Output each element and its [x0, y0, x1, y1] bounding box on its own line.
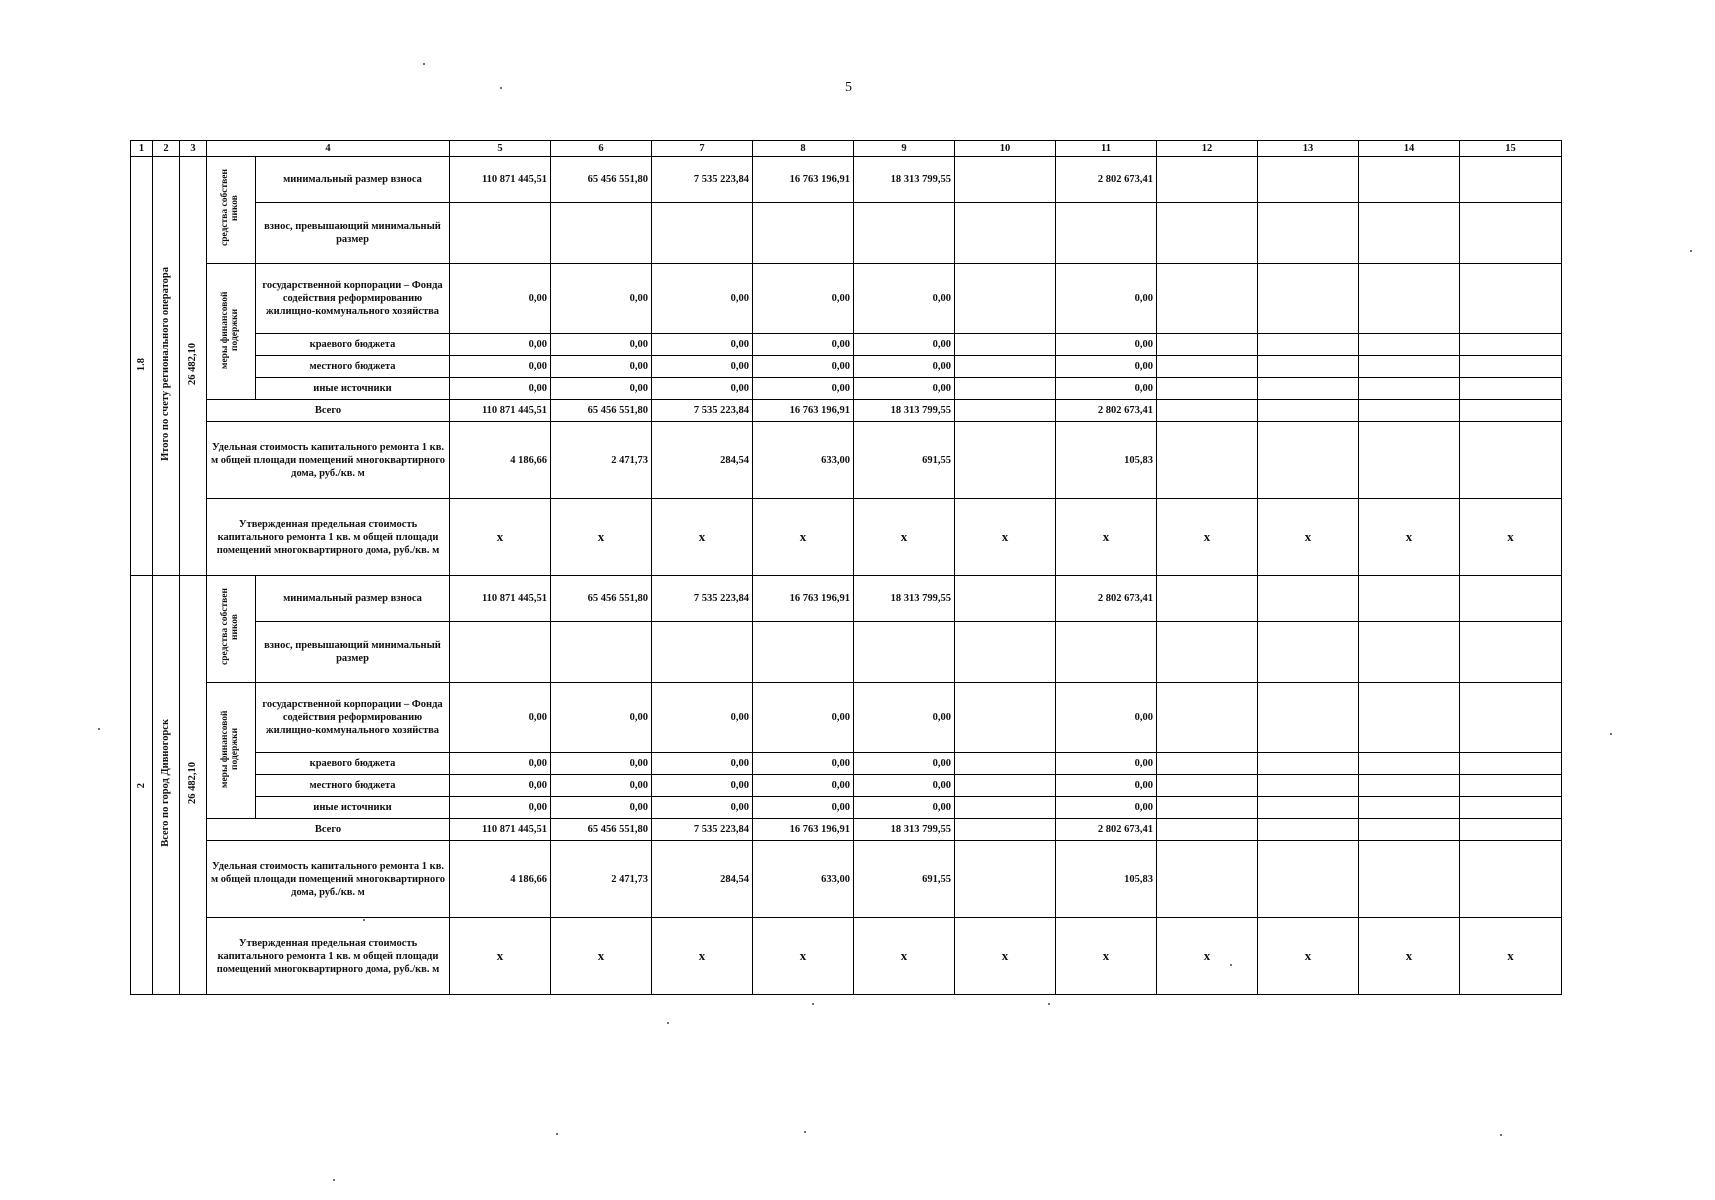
block-area-text: 26 482,10: [187, 762, 199, 805]
cell-limit-col-11: x: [1056, 499, 1157, 576]
cell-fund-col-13: [1258, 264, 1359, 334]
cell-unit-col-9: 691,55: [854, 422, 955, 499]
cell-total-col-10: [955, 400, 1056, 422]
cell-over-col-6: [551, 622, 652, 683]
table-row: [131, 753, 1562, 775]
cell-unit-col-12: [1157, 841, 1258, 918]
cell-local-col-7: 0,00: [652, 356, 753, 378]
table-row: [131, 576, 1562, 622]
table-row: [131, 797, 1562, 819]
row-label-local: местного бюджета: [256, 356, 450, 378]
table-row: [131, 918, 1562, 995]
cell-fund-col-6: 0,00: [551, 264, 652, 334]
cell-total-col-14: [1359, 819, 1460, 841]
cell-limit-col-15: x: [1460, 499, 1562, 576]
cell-other-col-14: [1359, 378, 1460, 400]
scan-speck: [1690, 250, 1692, 252]
cell-fund-col-8: 0,00: [753, 683, 854, 753]
cell-over-col-9: [854, 203, 955, 264]
cell-limit-col-7: x: [652, 918, 753, 995]
cell-over-col-13: [1258, 203, 1359, 264]
cell-local-col-12: [1157, 775, 1258, 797]
group-financial-support-text: меры финансовой подержки: [220, 710, 240, 788]
cell-fund-col-5: 0,00: [450, 683, 551, 753]
cell-min-col-12: [1157, 576, 1258, 622]
cell-total-col-9: 18 313 799,55: [854, 400, 955, 422]
cell-regional-col-9: 0,00: [854, 334, 955, 356]
cell-over-col-12: [1157, 622, 1258, 683]
cell-regional-col-9: 0,00: [854, 753, 955, 775]
group-owners-funds: [207, 576, 256, 683]
header-col-4: 4: [207, 141, 450, 157]
cell-other-col-6: 0,00: [551, 378, 652, 400]
cell-regional-col-15: [1460, 753, 1562, 775]
cell-min-col-8: 16 763 196,91: [753, 576, 854, 622]
cell-total-col-6: 65 456 551,80: [551, 819, 652, 841]
cell-total-col-13: [1258, 819, 1359, 841]
cell-limit-col-14: x: [1359, 499, 1460, 576]
group-financial-support-text: меры финансовой подержки: [220, 290, 240, 369]
header-col-10: 10: [955, 141, 1056, 157]
cell-unit-col-8: 633,00: [753, 841, 854, 918]
cell-local-col-11: 0,00: [1056, 775, 1157, 797]
row-label-regional: краевого бюджета: [256, 334, 450, 356]
cell-over-col-15: [1460, 203, 1562, 264]
cell-limit-col-13: x: [1258, 918, 1359, 995]
table-row: [131, 775, 1562, 797]
cell-regional-col-5: 0,00: [450, 753, 551, 775]
cell-limit-col-8: x: [753, 499, 854, 576]
cell-other-col-15: [1460, 378, 1562, 400]
header-col-14: 14: [1359, 141, 1460, 157]
cell-total-col-12: [1157, 819, 1258, 841]
header-col-13: 13: [1258, 141, 1359, 157]
cell-unit-col-15: [1460, 841, 1562, 918]
cell-unit-col-5: 4 186,66: [450, 422, 551, 499]
row-label-total: Всего: [207, 819, 450, 841]
cell-fund-col-12: [1157, 264, 1258, 334]
row-label-unit: Удельная стоимость капитального ремонта 1 кв. м общей площади помещений многоквартирного дома, руб./кв. м: [207, 422, 450, 499]
cell-total-col-10: [955, 819, 1056, 841]
cell-other-col-11: 0,00: [1056, 797, 1157, 819]
cell-min-col-10: [955, 157, 1056, 203]
cell-limit-col-14: x: [1359, 918, 1460, 995]
block-area: [180, 576, 207, 995]
cell-fund-col-7: 0,00: [652, 264, 753, 334]
cell-local-col-8: 0,00: [753, 356, 854, 378]
table-row: [131, 203, 1562, 264]
cell-min-col-14: [1359, 576, 1460, 622]
cell-over-col-7: [652, 203, 753, 264]
cell-unit-col-13: [1258, 841, 1359, 918]
cell-min-col-12: [1157, 157, 1258, 203]
cell-fund-col-9: 0,00: [854, 683, 955, 753]
cell-other-col-5: 0,00: [450, 797, 551, 819]
cell-over-col-15: [1460, 622, 1562, 683]
cell-min-col-7: 7 535 223,84: [652, 157, 753, 203]
cell-unit-col-10: [955, 841, 1056, 918]
cell-local-col-10: [955, 775, 1056, 797]
header-col-15: 15: [1460, 141, 1562, 157]
header-col-5: 5: [450, 141, 551, 157]
scan-speck: [423, 63, 425, 65]
cell-fund-col-9: 0,00: [854, 264, 955, 334]
scan-speck: [1610, 733, 1612, 735]
table-row: [131, 378, 1562, 400]
header-col-7: 7: [652, 141, 753, 157]
cell-regional-col-7: 0,00: [652, 753, 753, 775]
cell-min-col-6: 65 456 551,80: [551, 576, 652, 622]
cell-min-col-11: 2 802 673,41: [1056, 576, 1157, 622]
cell-unit-col-9: 691,55: [854, 841, 955, 918]
cell-regional-col-7: 0,00: [652, 334, 753, 356]
scan-speck: [1048, 1003, 1050, 1005]
cell-min-col-7: 7 535 223,84: [652, 576, 753, 622]
block-number: [131, 576, 153, 995]
cell-local-col-9: 0,00: [854, 356, 955, 378]
cell-limit-col-12: x: [1157, 918, 1258, 995]
cell-local-col-14: [1359, 356, 1460, 378]
cell-other-col-11: 0,00: [1056, 378, 1157, 400]
cell-over-col-10: [955, 203, 1056, 264]
cell-unit-col-11: 105,83: [1056, 841, 1157, 918]
cell-local-col-8: 0,00: [753, 775, 854, 797]
row-label-regional: краевого бюджета: [256, 753, 450, 775]
scan-speck: [333, 1179, 335, 1181]
scan-speck: [98, 728, 100, 730]
cell-min-col-14: [1359, 157, 1460, 203]
cell-local-col-13: [1258, 356, 1359, 378]
cell-regional-col-14: [1359, 334, 1460, 356]
cell-regional-col-10: [955, 334, 1056, 356]
cell-limit-col-6: x: [551, 499, 652, 576]
cell-other-col-12: [1157, 378, 1258, 400]
table-row: [131, 334, 1562, 356]
cell-regional-col-12: [1157, 334, 1258, 356]
cell-unit-col-7: 284,54: [652, 422, 753, 499]
cell-other-col-5: 0,00: [450, 378, 551, 400]
cell-min-col-6: 65 456 551,80: [551, 157, 652, 203]
cell-fund-col-7: 0,00: [652, 683, 753, 753]
cell-other-col-10: [955, 797, 1056, 819]
cell-limit-col-13: x: [1258, 499, 1359, 576]
cell-local-col-15: [1460, 775, 1562, 797]
cell-regional-col-13: [1258, 753, 1359, 775]
cell-regional-col-13: [1258, 334, 1359, 356]
cell-regional-col-15: [1460, 334, 1562, 356]
cell-min-col-9: 18 313 799,55: [854, 576, 955, 622]
row-label-min: минимальный размер взноса: [256, 157, 450, 203]
scan-speck: [812, 1003, 814, 1005]
cell-limit-col-11: x: [1056, 918, 1157, 995]
table-row: [131, 400, 1562, 422]
cell-local-col-12: [1157, 356, 1258, 378]
cell-unit-col-8: 633,00: [753, 422, 854, 499]
group-owners-funds-text: средства собствен ников: [220, 588, 240, 666]
group-owners-funds-text: средства собствен ников: [220, 169, 240, 247]
cell-over-col-11: [1056, 203, 1157, 264]
table-row: [131, 356, 1562, 378]
table-row: [131, 157, 1562, 203]
cell-total-col-15: [1460, 400, 1562, 422]
row-label-over: взнос, превышающий минимальный размер: [256, 622, 450, 683]
cell-over-col-14: [1359, 622, 1460, 683]
cell-unit-col-14: [1359, 422, 1460, 499]
cell-local-col-13: [1258, 775, 1359, 797]
group-owners-funds: [207, 157, 256, 264]
table-row: [131, 422, 1562, 499]
cell-fund-col-5: 0,00: [450, 264, 551, 334]
header-col-11: 11: [1056, 141, 1157, 157]
group-financial-support: [207, 264, 256, 400]
group-financial-support: [207, 683, 256, 819]
cell-local-col-5: 0,00: [450, 356, 551, 378]
cell-total-col-14: [1359, 400, 1460, 422]
cell-local-col-10: [955, 356, 1056, 378]
cell-unit-col-11: 105,83: [1056, 422, 1157, 499]
cell-other-col-14: [1359, 797, 1460, 819]
cell-fund-col-15: [1460, 683, 1562, 753]
cell-min-col-15: [1460, 157, 1562, 203]
cell-other-col-12: [1157, 797, 1258, 819]
table-row: [131, 622, 1562, 683]
cell-fund-col-11: 0,00: [1056, 264, 1157, 334]
block-number-text: 1.8: [135, 357, 147, 371]
scan-speck: [1500, 1134, 1502, 1136]
table-row: [131, 264, 1562, 334]
cell-local-col-6: 0,00: [551, 356, 652, 378]
cell-other-col-7: 0,00: [652, 378, 753, 400]
cell-regional-col-8: 0,00: [753, 334, 854, 356]
cell-over-col-12: [1157, 203, 1258, 264]
row-label-limit: Утвержденная предельная стоимость капитального ремонта 1 кв. м общей площади помещений многоквартирного дома, руб./кв. м: [207, 918, 450, 995]
block-number: [131, 157, 153, 576]
row-label-fund: государственной корпорации – Фонда содействия реформированию жилищно-коммунального хозяйства: [256, 264, 450, 334]
cell-unit-col-10: [955, 422, 1056, 499]
cell-total-col-6: 65 456 551,80: [551, 400, 652, 422]
cell-total-col-5: 110 871 445,51: [450, 819, 551, 841]
cell-other-col-8: 0,00: [753, 378, 854, 400]
header-col-9: 9: [854, 141, 955, 157]
cell-fund-col-12: [1157, 683, 1258, 753]
scan-speck: [500, 87, 502, 89]
row-label-limit: Утвержденная предельная стоимость капитального ремонта 1 кв. м общей площади помещений многоквартирного дома, руб./кв. м: [207, 499, 450, 576]
cell-other-col-9: 0,00: [854, 797, 955, 819]
cell-limit-col-5: x: [450, 918, 551, 995]
header-col-3: 3: [180, 141, 207, 157]
cell-total-col-11: 2 802 673,41: [1056, 819, 1157, 841]
cell-fund-col-14: [1359, 683, 1460, 753]
cell-local-col-5: 0,00: [450, 775, 551, 797]
row-label-local: местного бюджета: [256, 775, 450, 797]
page-number: 5: [845, 80, 852, 95]
cell-other-col-7: 0,00: [652, 797, 753, 819]
cell-over-col-6: [551, 203, 652, 264]
capital-repair-table: [130, 140, 1562, 995]
cell-limit-col-9: x: [854, 499, 955, 576]
cell-other-col-13: [1258, 797, 1359, 819]
cell-min-col-10: [955, 576, 1056, 622]
cell-other-col-8: 0,00: [753, 797, 854, 819]
cell-limit-col-6: x: [551, 918, 652, 995]
row-label-other: иные источники: [256, 797, 450, 819]
cell-other-col-6: 0,00: [551, 797, 652, 819]
cell-min-col-15: [1460, 576, 1562, 622]
row-label-unit: Удельная стоимость капитального ремонта 1 кв. м общей площади помещений многоквартирного дома, руб./кв. м: [207, 841, 450, 918]
row-label-total: Всего: [207, 400, 450, 422]
row-label-min: минимальный размер взноса: [256, 576, 450, 622]
cell-unit-col-15: [1460, 422, 1562, 499]
block-area: [180, 157, 207, 576]
cell-over-col-11: [1056, 622, 1157, 683]
cell-total-col-7: 7 535 223,84: [652, 819, 753, 841]
header-col-8: 8: [753, 141, 854, 157]
cell-unit-col-13: [1258, 422, 1359, 499]
cell-unit-col-6: 2 471,73: [551, 841, 652, 918]
table-row: [131, 683, 1562, 753]
cell-over-col-10: [955, 622, 1056, 683]
cell-over-col-5: [450, 622, 551, 683]
cell-fund-col-15: [1460, 264, 1562, 334]
cell-regional-col-10: [955, 753, 1056, 775]
cell-limit-col-5: x: [450, 499, 551, 576]
cell-unit-col-5: 4 186,66: [450, 841, 551, 918]
cell-total-col-11: 2 802 673,41: [1056, 400, 1157, 422]
cell-other-col-15: [1460, 797, 1562, 819]
block-number-text: 2: [135, 782, 147, 788]
block-name: [153, 157, 180, 576]
cell-total-col-12: [1157, 400, 1258, 422]
scan-speck: [1230, 964, 1232, 966]
cell-limit-col-8: x: [753, 918, 854, 995]
cell-local-col-15: [1460, 356, 1562, 378]
cell-limit-col-12: x: [1157, 499, 1258, 576]
cell-regional-col-12: [1157, 753, 1258, 775]
table-row: [131, 841, 1562, 918]
row-label-other: иные источники: [256, 378, 450, 400]
scan-speck: [804, 1131, 806, 1133]
cell-limit-col-10: x: [955, 918, 1056, 995]
cell-other-col-9: 0,00: [854, 378, 955, 400]
cell-over-col-8: [753, 622, 854, 683]
cell-unit-col-14: [1359, 841, 1460, 918]
scan-speck: [556, 1133, 558, 1135]
block-name-text: Итого по счету регионального оператора: [160, 267, 172, 462]
cell-fund-col-8: 0,00: [753, 264, 854, 334]
scan-speck: [667, 1022, 669, 1024]
row-label-fund: государственной корпорации – Фонда содействия реформированию жилищно-коммунального хозяйства: [256, 683, 450, 753]
cell-total-col-7: 7 535 223,84: [652, 400, 753, 422]
cell-limit-col-7: x: [652, 499, 753, 576]
cell-local-col-7: 0,00: [652, 775, 753, 797]
cell-limit-col-15: x: [1460, 918, 1562, 995]
cell-regional-col-14: [1359, 753, 1460, 775]
cell-regional-col-6: 0,00: [551, 334, 652, 356]
cell-total-col-8: 16 763 196,91: [753, 819, 854, 841]
cell-fund-col-6: 0,00: [551, 683, 652, 753]
cell-regional-col-6: 0,00: [551, 753, 652, 775]
cell-over-col-5: [450, 203, 551, 264]
cell-regional-col-8: 0,00: [753, 753, 854, 775]
header-col-6: 6: [551, 141, 652, 157]
cell-total-col-13: [1258, 400, 1359, 422]
cell-local-col-11: 0,00: [1056, 356, 1157, 378]
row-label-over: взнос, превышающий минимальный размер: [256, 203, 450, 264]
cell-total-col-15: [1460, 819, 1562, 841]
header-col-2: 2: [153, 141, 180, 157]
table-row: [131, 499, 1562, 576]
cell-fund-col-13: [1258, 683, 1359, 753]
cell-local-col-6: 0,00: [551, 775, 652, 797]
cell-total-col-8: 16 763 196,91: [753, 400, 854, 422]
block-name: [153, 576, 180, 995]
cell-regional-col-11: 0,00: [1056, 753, 1157, 775]
cell-unit-col-12: [1157, 422, 1258, 499]
block-name-text: Всего по город Дивногорск: [160, 719, 172, 848]
header-col-1: 1: [131, 141, 153, 157]
cell-over-col-7: [652, 622, 753, 683]
cell-other-col-13: [1258, 378, 1359, 400]
cell-min-col-5: 110 871 445,51: [450, 157, 551, 203]
cell-min-col-11: 2 802 673,41: [1056, 157, 1157, 203]
cell-limit-col-9: x: [854, 918, 955, 995]
cell-over-col-9: [854, 622, 955, 683]
cell-unit-col-7: 284,54: [652, 841, 753, 918]
cell-local-col-14: [1359, 775, 1460, 797]
block-area-text: 26 482,10: [187, 343, 199, 386]
cell-limit-col-10: x: [955, 499, 1056, 576]
header-col-12: 12: [1157, 141, 1258, 157]
cell-min-col-8: 16 763 196,91: [753, 157, 854, 203]
cell-other-col-10: [955, 378, 1056, 400]
cell-total-col-5: 110 871 445,51: [450, 400, 551, 422]
cell-over-col-14: [1359, 203, 1460, 264]
cell-fund-col-10: [955, 264, 1056, 334]
cell-fund-col-14: [1359, 264, 1460, 334]
table-row: [131, 819, 1562, 841]
cell-local-col-9: 0,00: [854, 775, 955, 797]
scan-speck: [363, 919, 365, 921]
cell-over-col-13: [1258, 622, 1359, 683]
cell-fund-col-10: [955, 683, 1056, 753]
cell-regional-col-5: 0,00: [450, 334, 551, 356]
cell-total-col-9: 18 313 799,55: [854, 819, 955, 841]
cell-regional-col-11: 0,00: [1056, 334, 1157, 356]
cell-min-col-5: 110 871 445,51: [450, 576, 551, 622]
cell-unit-col-6: 2 471,73: [551, 422, 652, 499]
cell-min-col-9: 18 313 799,55: [854, 157, 955, 203]
cell-min-col-13: [1258, 157, 1359, 203]
cell-over-col-8: [753, 203, 854, 264]
cell-fund-col-11: 0,00: [1056, 683, 1157, 753]
cell-min-col-13: [1258, 576, 1359, 622]
